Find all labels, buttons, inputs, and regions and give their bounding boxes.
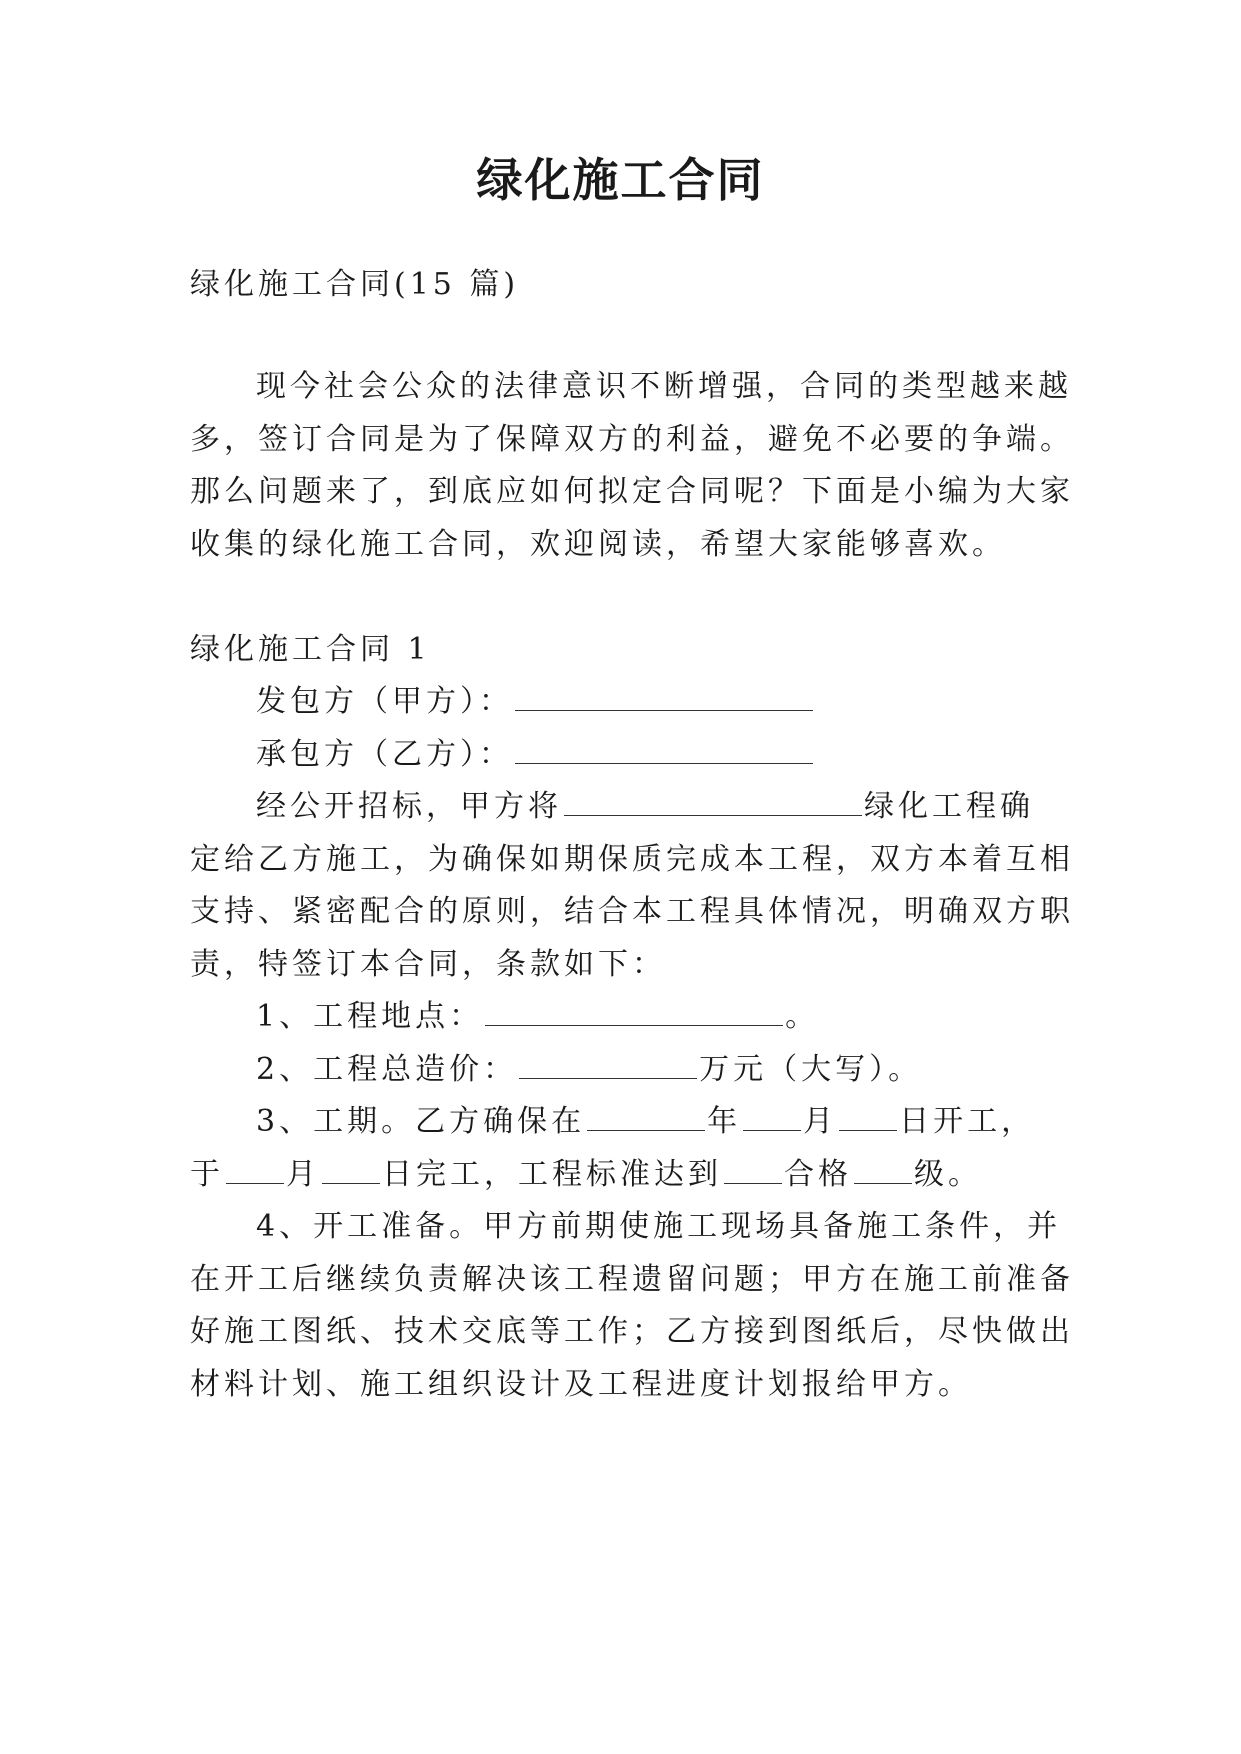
clause-4-line: 4、开工准备。甲方前期使施工现场具备施工条件，并	[256, 1209, 1062, 1244]
price-blank	[519, 1052, 697, 1079]
intro-line: 那么问题来了，到底应如何拟定合同呢？下面是小编为大家	[190, 474, 1074, 509]
clause-4-line: 在开工后继续负责解决该工程遗留问题；甲方在施工前准备	[190, 1262, 1074, 1297]
location-blank	[485, 999, 783, 1026]
at-text: 于	[190, 1157, 224, 1192]
tender-text-line: 定给乙方施工，为确保如期保质完成本工程，双方本着互相	[190, 842, 1074, 877]
day-start-text: 日开工，	[899, 1104, 1036, 1139]
intro-line: 现今社会公众的法律意识不断增强，合同的类型越来越	[256, 369, 1072, 404]
end-day-text: 日完工，工程标准达到	[382, 1157, 722, 1192]
tender-text-line: 责，特签订本合同，条款如下：	[190, 947, 666, 982]
clause-3-label: 3、工期。乙方确保在	[256, 1104, 586, 1139]
clause-1-line	[256, 997, 1156, 1037]
end-day-blank	[322, 1157, 380, 1184]
year-blank	[587, 1104, 705, 1131]
clause-4-line: 好施工图纸、技术交底等工作；乙方接到图纸后，尽快做出	[190, 1314, 1074, 1349]
month-text: 月	[803, 1104, 838, 1139]
standard-blank	[724, 1157, 782, 1184]
clause-2-line	[256, 1050, 1156, 1090]
clause-4-line: 材料计划、施工组织设计及工程进度计划报给甲方。	[190, 1367, 972, 1402]
intro-line: 多，签订合同是为了保障双方的利益，避免不必要的争端。	[190, 422, 1074, 457]
intro-line: 收集的绿化施工合同，欢迎阅读，希望大家能够喜欢。	[190, 527, 1006, 562]
end-month-text: 月	[286, 1157, 320, 1192]
year-text: 年	[707, 1104, 742, 1139]
project-name-blank	[564, 789, 862, 816]
clause-3-line-2	[190, 1155, 1090, 1195]
clause-2-label: 2、工程总造价：	[256, 1052, 518, 1087]
party-a-blank	[515, 684, 813, 711]
party-a-line	[256, 682, 1156, 722]
party-b-label: 承包方（乙方）：	[256, 737, 513, 772]
clause-1-label: 1、工程地点：	[256, 999, 484, 1034]
level-blank	[854, 1157, 912, 1184]
level-text: 级。	[914, 1157, 982, 1192]
party-a-label: 发包方（甲方）：	[256, 684, 513, 719]
party-b-line	[256, 735, 1156, 775]
end-month-blank	[226, 1157, 284, 1184]
tender-text-line: 支持、紧密配合的原则，结合本工程具体情况，明确双方职	[190, 894, 1074, 929]
grade-text: 合格	[784, 1157, 852, 1192]
document-subtitle: 绿化施工合同(15 篇)	[190, 267, 520, 302]
clause-2-end: 万元（大写）。	[699, 1052, 923, 1087]
party-b-blank	[515, 737, 813, 764]
month-blank	[743, 1104, 801, 1131]
section-title: 绿化施工合同 1	[190, 632, 431, 667]
document-title: 绿化施工合同	[476, 153, 765, 207]
clause-1-end: 。	[785, 999, 820, 1034]
clause-3-line	[256, 1102, 1156, 1142]
tender-before: 经公开招标，甲方将	[256, 789, 562, 824]
day-blank	[839, 1104, 897, 1131]
tender-after: 绿化工程确	[864, 789, 1034, 824]
tender-line	[256, 787, 1156, 827]
